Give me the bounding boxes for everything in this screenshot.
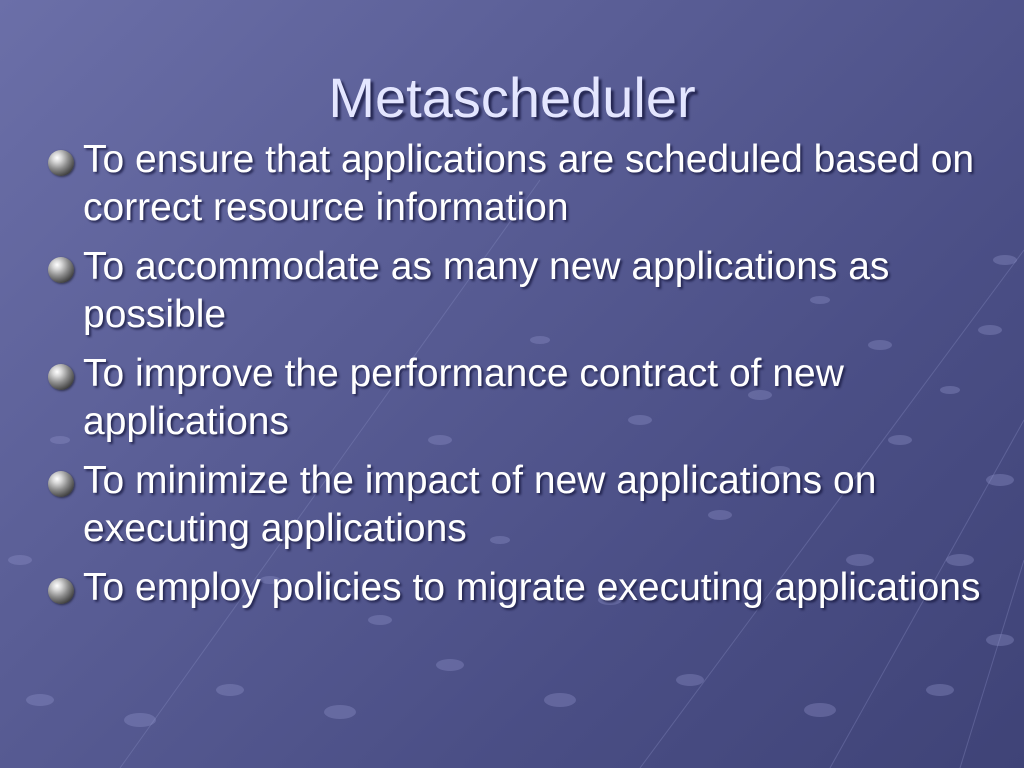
- bullet-item: [46, 350, 986, 446]
- sphere-bullet-icon: [48, 471, 74, 497]
- bullet-item: [46, 457, 986, 553]
- bullet-list: [46, 136, 986, 623]
- bullet-text: To ensure that applications are scheduled based on correct resource information: [83, 138, 975, 229]
- bullet-text: To accommodate as many new applications as possible: [83, 245, 890, 336]
- bullet-item: [46, 564, 986, 612]
- sphere-bullet-icon: [48, 257, 74, 283]
- sphere-bullet-icon: [48, 364, 74, 390]
- bullet-text: To employ policies to migrate executing applications: [83, 566, 981, 609]
- slide-title: Metascheduler: [328, 66, 696, 129]
- bullet-item: [46, 136, 986, 232]
- sphere-bullet-icon: [48, 578, 74, 604]
- bullet-item: [46, 243, 986, 339]
- bullet-text: To minimize the impact of new applications on executing applications: [83, 459, 877, 550]
- bullet-text: To improve the performance contract of new applications: [83, 352, 844, 443]
- sphere-bullet-icon: [48, 150, 74, 176]
